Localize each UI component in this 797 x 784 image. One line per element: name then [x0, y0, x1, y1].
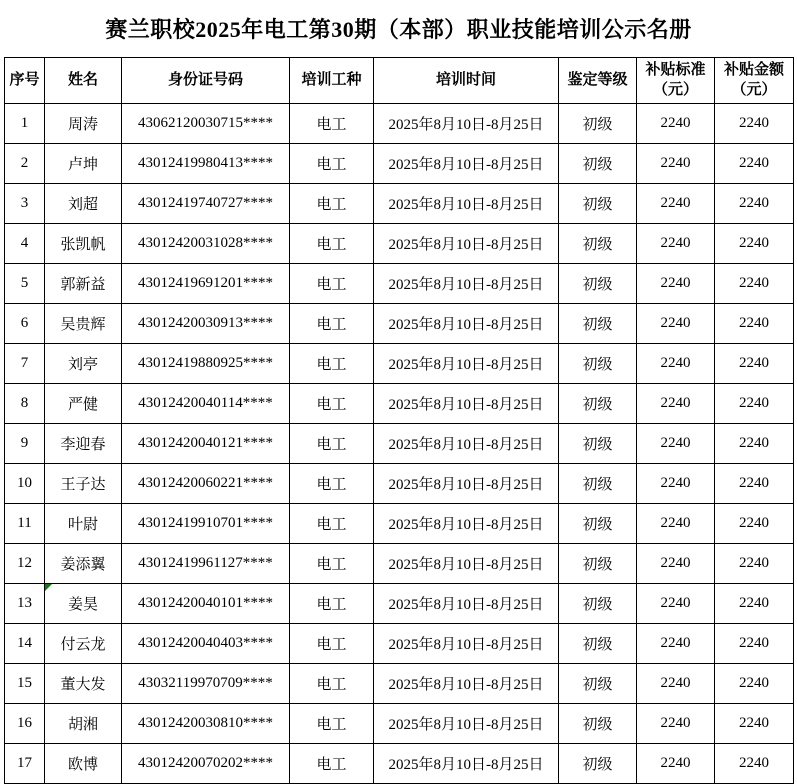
- cell-seq: 17: [5, 744, 45, 784]
- cell-name: 王子达: [45, 464, 122, 504]
- cell-id-number: 43012420040121****: [122, 424, 290, 464]
- cell-trade: 电工: [290, 224, 374, 264]
- cell-level: 初级: [559, 704, 637, 744]
- cell-seq: 4: [5, 224, 45, 264]
- cell-period: 2025年8月10日-8月25日: [374, 464, 559, 504]
- cell-period: 2025年8月10日-8月25日: [374, 704, 559, 744]
- cell-level: 初级: [559, 184, 637, 224]
- table-row: [5, 664, 794, 704]
- cell-subsidy-amount: 2240: [715, 144, 794, 184]
- cell-trade: 电工: [290, 544, 374, 584]
- cell-period: 2025年8月10日-8月25日: [374, 104, 559, 144]
- cell-seq: 8: [5, 384, 45, 424]
- cell-level: 初级: [559, 104, 637, 144]
- cell-name: 董大发: [45, 664, 122, 704]
- cell-period: 2025年8月10日-8月25日: [374, 544, 559, 584]
- cell-period: 2025年8月10日-8月25日: [374, 264, 559, 304]
- cell-id-number: 43012420060221****: [122, 464, 290, 504]
- cell-id-number: 43012420040403****: [122, 624, 290, 664]
- cell-subsidy-standard: 2240: [637, 104, 715, 144]
- cell-name: 周涛: [45, 104, 122, 144]
- cell-subsidy-amount: 2240: [715, 744, 794, 784]
- header-subsidy-standard: 补贴标准（元）: [637, 58, 715, 104]
- cell-name: 卢坤: [45, 144, 122, 184]
- cell-subsidy-amount: 2240: [715, 544, 794, 584]
- cell-seq: 12: [5, 544, 45, 584]
- cell-subsidy-amount: 2240: [715, 704, 794, 744]
- cell-subsidy-standard: 2240: [637, 544, 715, 584]
- cell-trade: 电工: [290, 424, 374, 464]
- cell-subsidy-amount: 2240: [715, 344, 794, 384]
- cell-level: 初级: [559, 424, 637, 464]
- table-row: [5, 184, 794, 224]
- cell-level: 初级: [559, 664, 637, 704]
- cell-trade: 电工: [290, 264, 374, 304]
- cell-subsidy-amount: 2240: [715, 504, 794, 544]
- cell-trade: 电工: [290, 184, 374, 224]
- cell-seq: 11: [5, 504, 45, 544]
- cell-subsidy-standard: 2240: [637, 504, 715, 544]
- cell-name: 姜添翼: [45, 544, 122, 584]
- table-row: [5, 584, 794, 624]
- cell-trade: 电工: [290, 104, 374, 144]
- cell-period: 2025年8月10日-8月25日: [374, 144, 559, 184]
- cell-subsidy-standard: 2240: [637, 224, 715, 264]
- cell-subsidy-standard: 2240: [637, 664, 715, 704]
- cell-level: 初级: [559, 464, 637, 504]
- cell-subsidy-standard: 2240: [637, 424, 715, 464]
- cell-level: 初级: [559, 224, 637, 264]
- cell-id-number: 43062120030715****: [122, 104, 290, 144]
- cell-subsidy-amount: 2240: [715, 584, 794, 624]
- cell-seq: 1: [5, 104, 45, 144]
- cell-subsidy-standard: 2240: [637, 704, 715, 744]
- cell-trade: 电工: [290, 464, 374, 504]
- cell-trade: 电工: [290, 304, 374, 344]
- cell-period: 2025年8月10日-8月25日: [374, 744, 559, 784]
- cell-period: 2025年8月10日-8月25日: [374, 504, 559, 544]
- cell-seq: 7: [5, 344, 45, 384]
- cell-subsidy-standard: 2240: [637, 624, 715, 664]
- cell-seq: 13: [5, 584, 45, 624]
- cell-subsidy-standard: 2240: [637, 144, 715, 184]
- cell-trade: 电工: [290, 584, 374, 624]
- header-name: 姓名: [45, 58, 122, 104]
- cell-level: 初级: [559, 304, 637, 344]
- cell-subsidy-standard: 2240: [637, 344, 715, 384]
- cell-level: 初级: [559, 504, 637, 544]
- cell-level: 初级: [559, 744, 637, 784]
- header-level: 鉴定等级: [559, 58, 637, 104]
- cell-seq: 10: [5, 464, 45, 504]
- cell-trade: 电工: [290, 664, 374, 704]
- cell-level: 初级: [559, 544, 637, 584]
- cell-period: 2025年8月10日-8月25日: [374, 224, 559, 264]
- cell-id-number: 43012420040114****: [122, 384, 290, 424]
- cell-subsidy-amount: 2240: [715, 664, 794, 704]
- table-body: [5, 104, 794, 784]
- cell-name: 张凯帆: [45, 224, 122, 264]
- cell-trade: 电工: [290, 744, 374, 784]
- header-id-number: 身份证号码: [122, 58, 290, 104]
- table-row: [5, 384, 794, 424]
- cell-subsidy-standard: 2240: [637, 584, 715, 624]
- cell-id-number: 43012420070202****: [122, 744, 290, 784]
- cell-subsidy-amount: 2240: [715, 104, 794, 144]
- cell-seq: 15: [5, 664, 45, 704]
- cell-subsidy-amount: 2240: [715, 424, 794, 464]
- table-row: [5, 544, 794, 584]
- cell-id-number: 43032119970709****: [122, 664, 290, 704]
- cell-seq: 9: [5, 424, 45, 464]
- header-period: 培训时间: [374, 58, 559, 104]
- cell-trade: 电工: [290, 344, 374, 384]
- cell-id-number: 43012419961127****: [122, 544, 290, 584]
- cell-period: 2025年8月10日-8月25日: [374, 184, 559, 224]
- cell-subsidy-standard: 2240: [637, 184, 715, 224]
- cell-name: 严健: [45, 384, 122, 424]
- table-row: [5, 304, 794, 344]
- cell-name: 郭新益: [45, 264, 122, 304]
- cell-subsidy-standard: 2240: [637, 464, 715, 504]
- cell-level: 初级: [559, 584, 637, 624]
- cell-name: 李迎春: [45, 424, 122, 464]
- table-row: [5, 424, 794, 464]
- table-row: [5, 144, 794, 184]
- cell-name: 欧博: [45, 744, 122, 784]
- cell-period: 2025年8月10日-8月25日: [374, 384, 559, 424]
- cell-id-number: 43012419880925****: [122, 344, 290, 384]
- cell-subsidy-standard: 2240: [637, 304, 715, 344]
- cell-id-number: 43012420031028****: [122, 224, 290, 264]
- cell-id-number: 43012420030810****: [122, 704, 290, 744]
- cell-subsidy-standard: 2240: [637, 384, 715, 424]
- cell-trade: 电工: [290, 624, 374, 664]
- cell-trade: 电工: [290, 384, 374, 424]
- cell-id-number: 43012420030913****: [122, 304, 290, 344]
- cell-subsidy-amount: 2240: [715, 304, 794, 344]
- cell-period: 2025年8月10日-8月25日: [374, 424, 559, 464]
- header-trade: 培训工种: [290, 58, 374, 104]
- cell-period: 2025年8月10日-8月25日: [374, 304, 559, 344]
- cell-seq: 6: [5, 304, 45, 344]
- cell-period: 2025年8月10日-8月25日: [374, 344, 559, 384]
- cell-trade: 电工: [290, 704, 374, 744]
- cell-seq: 3: [5, 184, 45, 224]
- cell-trade: 电工: [290, 144, 374, 184]
- table-row: [5, 744, 794, 784]
- cell-level: 初级: [559, 144, 637, 184]
- table-row: [5, 264, 794, 304]
- cell-id-number: 43012419740727****: [122, 184, 290, 224]
- cell-period: 2025年8月10日-8月25日: [374, 624, 559, 664]
- cell-subsidy-amount: 2240: [715, 464, 794, 504]
- cell-subsidy-standard: 2240: [637, 744, 715, 784]
- cell-level: 初级: [559, 384, 637, 424]
- cell-level: 初级: [559, 344, 637, 384]
- cell-name: 刘超: [45, 184, 122, 224]
- cell-subsidy-amount: 2240: [715, 624, 794, 664]
- cell-subsidy-amount: 2240: [715, 224, 794, 264]
- cell-name: 姜昊: [45, 584, 122, 624]
- header-subsidy-amount: 补贴金额（元）: [715, 58, 794, 104]
- cell-subsidy-standard: 2240: [637, 264, 715, 304]
- table-row: [5, 104, 794, 144]
- training-roster-table: [4, 57, 794, 784]
- cell-name: 叶尉: [45, 504, 122, 544]
- header-seq: 序号: [5, 58, 45, 104]
- cell-level: 初级: [559, 624, 637, 664]
- cell-subsidy-amount: 2240: [715, 264, 794, 304]
- cell-name: 胡湘: [45, 704, 122, 744]
- cell-name: 刘亭: [45, 344, 122, 384]
- cell-id-number: 43012419691201****: [122, 264, 290, 304]
- table-row: [5, 504, 794, 544]
- cell-error-marker-icon: [45, 584, 52, 591]
- table-header-row: [5, 58, 794, 104]
- cell-trade: 电工: [290, 504, 374, 544]
- cell-subsidy-amount: 2240: [715, 184, 794, 224]
- cell-seq: 2: [5, 144, 45, 184]
- table-row: [5, 624, 794, 664]
- cell-subsidy-amount: 2240: [715, 384, 794, 424]
- table-row: [5, 704, 794, 744]
- cell-level: 初级: [559, 264, 637, 304]
- cell-seq: 14: [5, 624, 45, 664]
- cell-id-number: 43012420040101****: [122, 584, 290, 624]
- cell-id-number: 43012419980413****: [122, 144, 290, 184]
- cell-period: 2025年8月10日-8月25日: [374, 584, 559, 624]
- table-row: [5, 344, 794, 384]
- page-title: 赛兰职校2025年电工第30期（本部）职业技能培训公示名册: [105, 17, 692, 42]
- cell-name: 吴贵辉: [45, 304, 122, 344]
- cell-period: 2025年8月10日-8月25日: [374, 664, 559, 704]
- cell-id-number: 43012419910701****: [122, 504, 290, 544]
- table-row: [5, 224, 794, 264]
- table-row: [5, 464, 794, 504]
- cell-name: 付云龙: [45, 624, 122, 664]
- cell-seq: 5: [5, 264, 45, 304]
- cell-seq: 16: [5, 704, 45, 744]
